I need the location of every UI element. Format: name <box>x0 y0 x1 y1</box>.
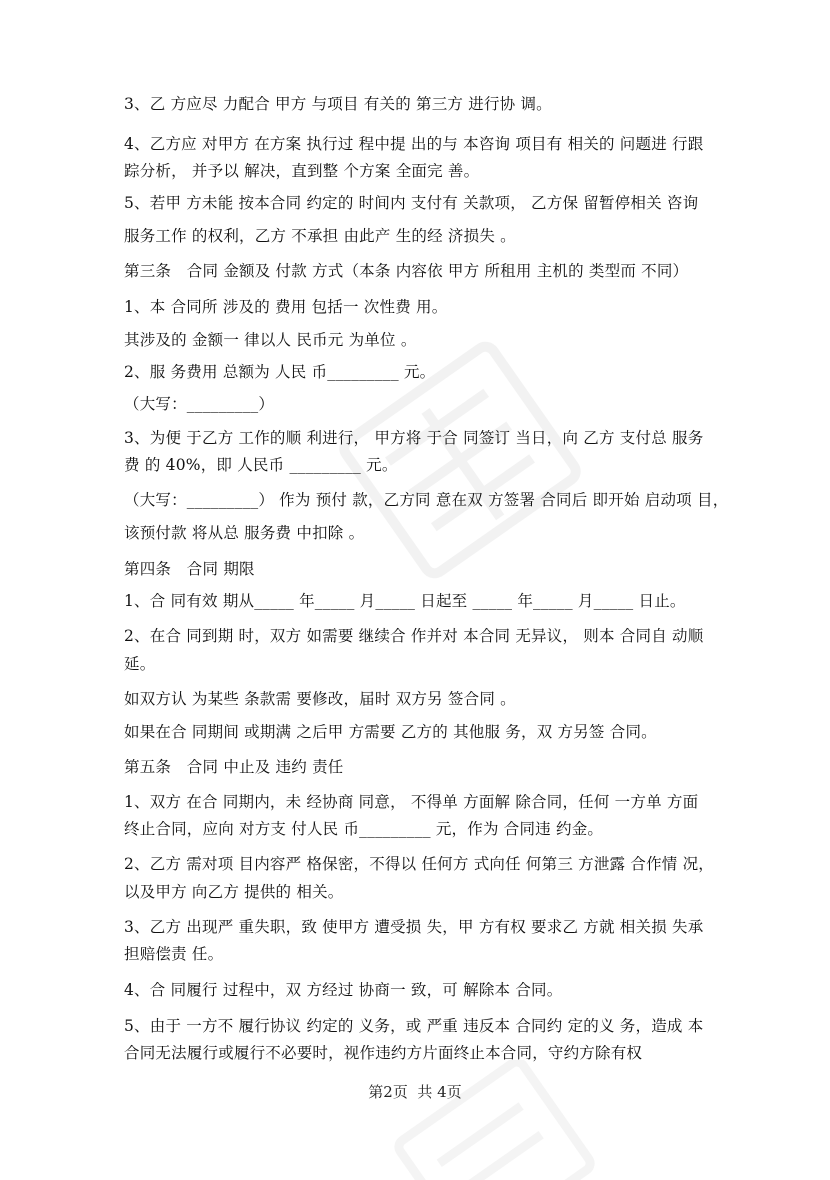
text-line: 5、若甲 方未能 按本合同 约定的 时间内 支付有 关款项， 乙方保 留暂停相关 咨询 <box>124 194 699 212</box>
text-line: 如双方认 为某些 条款需 要修改，届时 双方另 签合同 。 <box>124 690 516 708</box>
stamp-watermark-bottom-icon <box>380 1060 600 1180</box>
text-line: 终止合同，应向 对方支 付人民 币_________ 元，作为 合同违 约金。 <box>124 820 604 838</box>
text-line: 其涉及的 金额一 律以人 民币元 为单位 。 <box>124 331 417 349</box>
text-line: 1、双方 在合 同期内，未 经协商 同意， 不得单 方面解 除合同，任何 一方单 方面 <box>124 793 699 811</box>
text-line: 第三条 合同 金额及 付款 方式（本条 内容依 甲方 所租用 主机的 类型而 不同） <box>124 262 689 280</box>
text-line: （大写：_________） 作为 预付 款，乙方同 意在双 方签署 合同后 即开始 启动项 目， <box>124 491 729 509</box>
text-line: 以及甲方 向乙方 提供的 相关。 <box>124 883 344 901</box>
text-line: 踪分析， 并予以 解决，直到整 个方案 全面完 善。 <box>124 162 480 180</box>
text-line: 4、乙方应 对甲方 在方案 执行过 程中提 出的与 本咨询 项目有 相关的 问题进 行跟 <box>124 135 704 153</box>
text-line: 担赔偿责 任。 <box>124 945 224 963</box>
text-line: 3、为便 于乙方 工作的顺 利进行， 甲方将 于合 同签订 当日，向 乙方 支付总 服务 <box>124 429 704 447</box>
text-line: （大写：_________） <box>124 395 275 413</box>
text-line: 2、在合 同到期 时，双方 如需要 继续合 作并对 本合同 无异议， 则本 合同自 动顺 <box>124 627 704 645</box>
text-line: 3、乙 方应尽 力配合 甲方 与项目 有关的 第三方 进行协 调。 <box>124 95 552 113</box>
text-line: 1、合 同有效 期从_____ 年_____ 月_____ 日起至 _____ 年_____ 月_____ 日止。 <box>124 592 686 610</box>
text-line: 服务工作 的权利，乙方 不承担 由此产 生的经 济损失 。 <box>124 227 516 245</box>
text-line: 3、乙方 出现严 重失职，致 使甲方 遭受损 失，甲 方有权 要求乙 方就 相关损 失承 <box>124 918 704 936</box>
text-line: 合同无法履行或履行不必要时，视作违约方片面终止本合同，守约方除有权 <box>124 1044 643 1062</box>
text-line: 第五条 合同 中止及 违约 责任 <box>124 758 344 776</box>
text-line: 第四条 合同 期限 <box>124 560 255 578</box>
text-line: 5、由于 一方不 履行协议 约定的 义务，或 严重 违反本 合同约 定的义 务，造成 本 <box>124 1017 704 1035</box>
text-line: 如果在合 同期间 或期满 之后甲 方需要 乙方的 其他服 务，双 方另签 合同。 <box>124 723 657 741</box>
page-footer: 第2页 共 4页 <box>368 1083 462 1101</box>
text-line: 4、合 同履行 过程中，双 方经过 协商一 致，可 解除本 合同。 <box>124 981 563 999</box>
text-line: 2、乙方 需对项 目内容严 格保密，不得以 任何方 式向任 何第三 方泄露 合作情 况， <box>124 855 715 873</box>
text-line: 延。 <box>124 655 156 673</box>
text-line: 1、本 合同所 涉及的 费用 包括一 次性费 用。 <box>124 298 448 316</box>
text-line: 2、服 务费用 总额为 人民 币_________ 元。 <box>124 363 436 381</box>
text-line: 费 的 40%，即 人民币 _________ 元。 <box>124 456 398 474</box>
text-line: 该预付款 将从总 服务费 中扣除 。 <box>124 524 365 542</box>
